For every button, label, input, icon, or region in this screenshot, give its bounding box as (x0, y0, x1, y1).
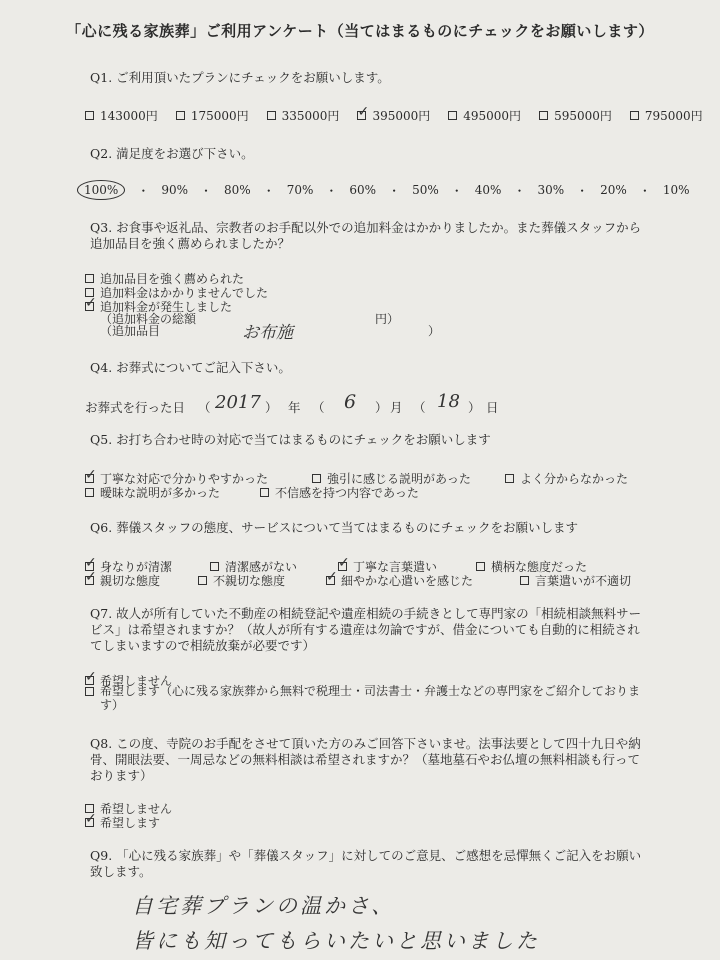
scale-option[interactable]: 40% (474, 183, 502, 197)
q5-question: Q5. お打ち合わせ時の対応で当てはまるものにチェックをお願いします (90, 432, 491, 447)
q9-answer-line2: 皆にも知ってもらいたいと思いました (132, 929, 540, 953)
scale-option[interactable]: 90% (161, 183, 188, 197)
q4-question: Q4. お葬式についてご記入下さい。 (90, 360, 291, 375)
scale-separator: ・ (513, 183, 526, 198)
scale-option[interactable]: 70% (286, 183, 314, 197)
checkbox[interactable] (520, 576, 529, 585)
q1-option[interactable]: 335000円 (267, 107, 340, 124)
q3-option[interactable]: 追加品目を強く薦められた (85, 270, 244, 287)
q4-close: ） (265, 400, 278, 415)
q1-option[interactable]: 595000円 (539, 107, 612, 124)
q1-option[interactable]: 795000円 (630, 107, 703, 124)
q8-option[interactable]: ✓ 希望します (85, 814, 160, 831)
q4-open: （ (413, 400, 426, 415)
scale-option[interactable]: 10% (662, 183, 690, 197)
q6-option[interactable]: 言葉遣いが不適切 (520, 572, 631, 589)
q2-question: Q2. 満足度をお選び下さい。 (90, 146, 254, 161)
q5-option[interactable]: よく分からなかった (505, 470, 628, 487)
q6-option[interactable]: ✓ 身なりが清潔 (85, 558, 172, 575)
checkbox[interactable] (448, 111, 457, 120)
q3-total-label: （追加料金の総額 (100, 312, 197, 326)
q7-option[interactable]: 希望します（心に残る家族葬から無料で税理士・司法書士・弁護士などの専門家をご紹介しております） (85, 684, 645, 712)
q4-day-unit: 日 (486, 400, 499, 415)
q5-option[interactable]: ✓ 丁寧な対応で分かりやすかった (85, 470, 268, 487)
scale-separator: ・ (638, 183, 651, 198)
q6-option[interactable]: ✓ 細やかな心遣いを感じた (326, 572, 473, 589)
q3-option[interactable]: 追加料金はかかりませんでした (85, 284, 268, 301)
checkbox[interactable] (505, 474, 514, 483)
q6-option[interactable]: 不親切な態度 (198, 572, 285, 589)
q4-day-value: 18 (437, 391, 460, 412)
q1-question: Q1. ご利用頂いたプランにチェックをお願いします。 (90, 70, 390, 85)
checkbox[interactable] (85, 488, 94, 497)
q3-items-label: （追加品目 (100, 324, 161, 338)
q6-option[interactable]: ✓ 親切な態度 (85, 572, 160, 589)
q3-total-unit: 円） (375, 312, 400, 326)
checkbox[interactable] (312, 474, 321, 483)
q9-answer-line1: 自宅葬プランの温かさ、 (132, 894, 396, 918)
q4-open: （ (312, 400, 325, 415)
checkbox-checked[interactable] (85, 474, 94, 483)
checkbox[interactable] (85, 111, 94, 120)
q1-option[interactable]: 495000円 (448, 107, 521, 124)
q1-option[interactable]: 143000円 (85, 107, 158, 124)
q2-scale (85, 180, 690, 200)
scale-separator: ・ (262, 183, 275, 198)
q3-items-close: ） (428, 324, 441, 338)
q4-year-value: 2017 (215, 392, 261, 413)
q8-option[interactable]: 希望しません (85, 800, 172, 817)
q4-year-unit: 年 (288, 400, 301, 415)
checkbox[interactable] (210, 562, 219, 571)
checkbox-checked[interactable] (338, 562, 347, 571)
checkbox[interactable] (176, 111, 185, 120)
checkbox[interactable] (539, 111, 548, 120)
scale-separator: ・ (576, 183, 589, 198)
checkbox-checked[interactable] (85, 302, 94, 311)
scale-option[interactable]: 80% (224, 183, 251, 197)
q6-option[interactable]: 横柄な態度だった (476, 558, 587, 575)
q4-close: ） (375, 400, 388, 415)
q7-question: Q7. 故人が所有していた不動産の相続登記や遺産相続の手続きとして専門家の「相続相談無料サービス」は希望されますか？（故人が所有する遺産は勿論ですが、借金についても自動的に相続されてしまいますので相続放棄が必要です） (90, 606, 642, 653)
scale-separator: ・ (200, 183, 213, 198)
scale-option-selected[interactable]: 100% (77, 180, 125, 200)
scale-separator: ・ (388, 183, 401, 198)
scale-option[interactable]: 60% (349, 183, 377, 197)
q6-option[interactable]: ✓ 丁寧な言葉遣い (338, 558, 437, 575)
checkbox-checked[interactable] (85, 818, 94, 827)
scale-separator: ・ (137, 183, 150, 198)
checkbox-checked[interactable] (326, 576, 335, 585)
scale-separator: ・ (325, 183, 338, 198)
survey-title: 「心に残る家族葬」ご利用アンケート（当てはまるものにチェックをお願いします） (66, 22, 654, 40)
q5-option[interactable]: 強引に感じる説明があった (312, 470, 471, 487)
checkbox-checked[interactable] (357, 111, 366, 120)
q4-date-label: お葬式を行った日 (85, 400, 186, 415)
checkbox[interactable] (198, 576, 207, 585)
q1-option[interactable]: 175000円 (176, 107, 249, 124)
q4-month-value: 6 (344, 391, 357, 413)
q4-month-unit: 月 (390, 400, 403, 415)
scale-option[interactable]: 20% (600, 183, 627, 197)
checkbox[interactable] (260, 488, 269, 497)
q7-option[interactable]: ✓ 希望しません (85, 672, 172, 689)
q1-options (85, 107, 705, 124)
q8-question: Q8. この度、寺院のお手配をさせて頂いた方のみご回答下さいませ。法事法要として四十九日や納骨、開眼法要、一周忌などの無料相談は希望されますか？（墓地墓石やお仏壇の無料相談も行っております） (90, 736, 641, 783)
checkbox[interactable] (85, 274, 94, 283)
q9-question: Q9. 「心に残る家族葬」や「葬儀スタッフ」に対してのご意見、ご感想を忌憚無くご記入をお願い致します。 (90, 848, 642, 879)
scale-option[interactable]: 50% (412, 183, 439, 197)
q6-question: Q6. 葬儀スタッフの態度、サービスについて当てはまるものにチェックをお願いします (90, 520, 579, 535)
q6-option[interactable]: 清潔感がない (210, 558, 297, 575)
scale-separator: ・ (450, 183, 463, 198)
q3-question: Q3. お食事や返礼品、宗教者のお手配以外での追加料金はかかりましたか。また葬儀スタッフから追加品目を強く薦められましたか？ (90, 220, 642, 251)
q5-option[interactable]: 曖昧な説明が多かった (85, 484, 220, 501)
q3-option[interactable]: ✓ 追加料金が発生しました (85, 298, 232, 315)
checkbox[interactable] (630, 111, 639, 120)
q5-option[interactable]: 不信感を持つ内容であった (260, 484, 419, 501)
checkbox[interactable] (476, 562, 485, 571)
scale-option[interactable]: 30% (537, 183, 565, 197)
q1-option[interactable]: ✓ 395000円 (357, 107, 430, 124)
q3-items-handwritten: お布施 (242, 323, 293, 343)
checkbox[interactable] (85, 687, 94, 696)
q4-close: ） (468, 400, 481, 415)
q4-open: （ (198, 400, 211, 415)
checkbox[interactable] (267, 111, 276, 120)
checkbox-checked[interactable] (85, 576, 94, 585)
